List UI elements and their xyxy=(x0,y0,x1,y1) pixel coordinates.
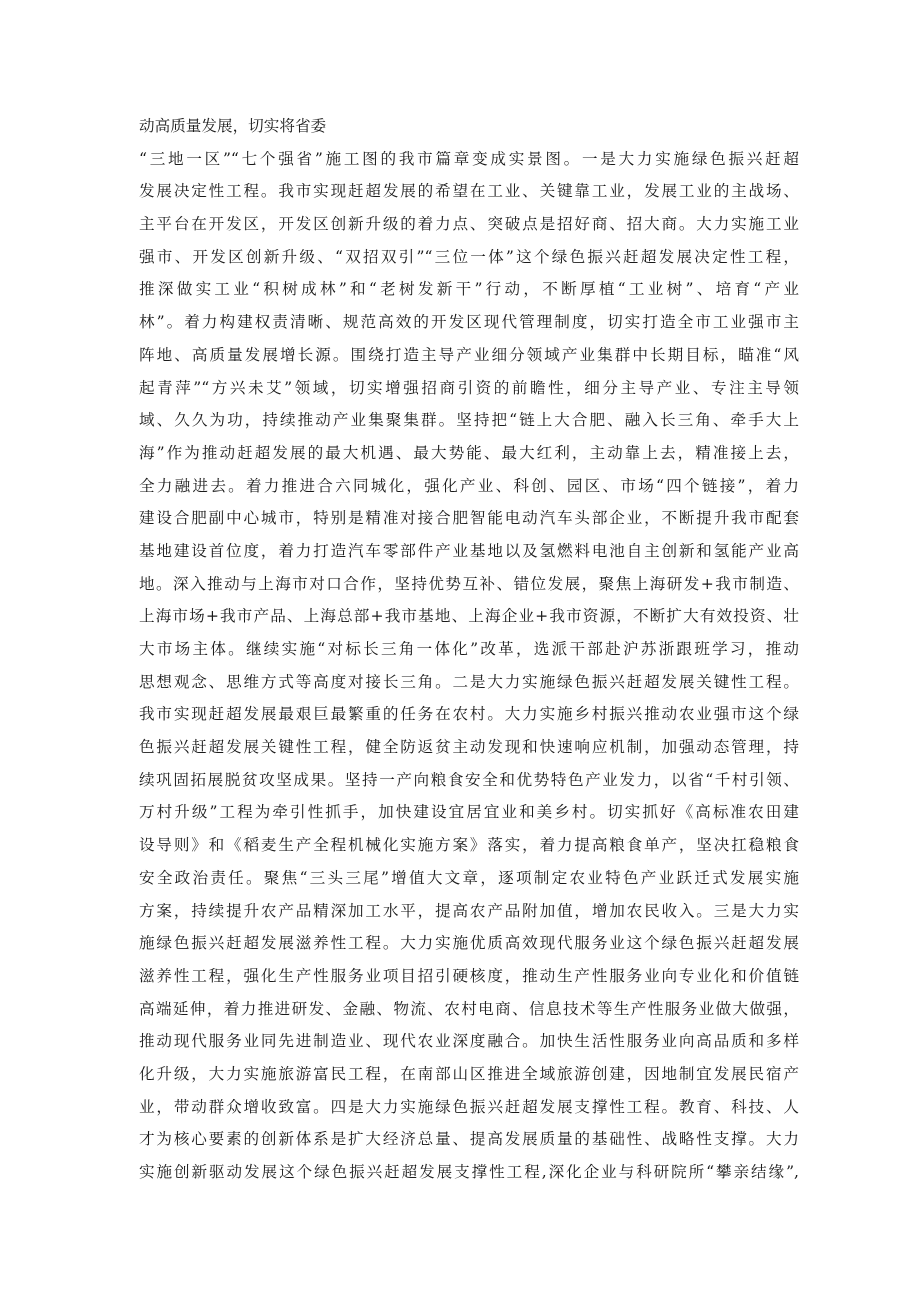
text-line: 起青萍”“方兴未艾”领域，切实增强招商引资的前瞻性，细分主导产业、专注主导领 xyxy=(139,378,799,397)
text-line: 安全政治责任。聚焦“三头三尾”增值大文章，逐项制定农业特色产业跃迁式发展实施 xyxy=(139,868,799,887)
text-line: 海”作为推动赶超发展的最大机遇、最大势能、最大红利，主动靠上去，精准接上去， xyxy=(139,443,799,462)
text-line: 阵地、高质量发展增长源。围绕打造主导产业细分领域产业集群中长期目标，瞄准“风 xyxy=(139,345,799,364)
text-line: 才为核心要素的创新体系是扩大经济总量、提高发展质量的基础性、战略性支撑。大力 xyxy=(139,1130,799,1149)
text-line: 施绿色振兴赶超发展滋养性工程。大力实施优质高效现代服务业这个绿色振兴赶超发展 xyxy=(139,934,799,953)
text-line: 续巩固拓展脱贫攻坚成果。坚持一产向粮食安全和优势特色产业发力，以省“千村引领、 xyxy=(139,770,799,789)
text-line: 滋养性工程，强化生产性服务业项目招引硬核度，推动生产性服务业向专业化和价值链 xyxy=(139,966,799,985)
text-line: 地。深入推动与上海市对口合作，坚持优势互补、错位发展，聚焦上海研发+我市制造、 xyxy=(139,574,799,593)
text-line: 强市、开发区创新升级、“双招双引”“三位一体”这个绿色振兴赶超发展决定性工程， xyxy=(139,247,799,266)
text-line: 万村升级”工程为牵引性抓手，加快建设宜居宜业和美乡村。切实抓好《高标准农田建 xyxy=(139,803,799,822)
text-line: 建设合肥副中心城市，特别是精准对接合肥智能电动汽车头部企业，不断提升我市配套 xyxy=(139,509,799,528)
text-line: 全力融进去。着力推进合六同城化，强化产业、科创、园区、市场“四个链接”，着力 xyxy=(139,476,799,495)
text-line: “三地一区”“七个强省”施工图的我市篇章变成实景图。一是大力实施绿色振兴赶超 xyxy=(139,149,799,168)
text-line: 林”。着力构建权责清晰、规范高效的开发区现代管理制度，切实打造全市工业强市主 xyxy=(139,313,799,332)
text-line: 设导则》和《稻麦生产全程机械化实施方案》落实，着力提高粮食单产，坚决扛稳粮食 xyxy=(139,836,799,855)
text-line: 推深做实工业“积树成林”和“老树发新干”行动，不断厚植“工业树”、培育“产业 xyxy=(139,280,799,299)
text-line: 色振兴赶超发展关键性工程，健全防返贫主动发现和快速响应机制，加强动态管理，持 xyxy=(139,738,799,757)
text-line: 主平台在开发区，开发区创新升级的着力点、突破点是招好商、招大商。大力实施工业 xyxy=(139,215,799,234)
text-line: 思想观念、思维方式等高度对接长三角。二是大力实施绿色振兴赶超发展关键性工程。 xyxy=(139,672,799,691)
text-line: 我市实现赶超发展最艰巨最繁重的任务在农村。大力实施乡村振兴推动农业强市这个绿 xyxy=(139,705,799,724)
text-line: 化升级，大力实施旅游富民工程，在南部山区推进全域旅游创建，因地制宜发展民宿产 xyxy=(139,1064,799,1083)
text-line: 大市场主体。继续实施“对标长三角一体化”改革，选派干部赴沪苏浙跟班学习，推动 xyxy=(139,640,799,658)
text-line: 方案，持续提升农产品精深加工水平，提高农产品附加值，增加农民收入。三是大力实 xyxy=(139,901,799,920)
text-line: 发展决定性工程。我市实现赶超发展的希望在工业、关键靠工业，发展工业的主战场、 xyxy=(139,182,799,201)
text-line: 域、久久为功，持续推动产业集聚集群。坚持把“链上大合肥、融入长三角、牵手大上 xyxy=(139,411,799,430)
text-line: 推动现代服务业同先进制造业、现代农业深度融合。加快生活性服务业向高品质和多样 xyxy=(139,1032,799,1051)
text-line: 上海市场+我市产品、上海总部+我市基地、上海企业+我市资源，不断扩大有效投资、壮 xyxy=(139,607,799,626)
text-line: 基地建设首位度，着力打造汽车零部件产业基地以及氢燃料电池自主创新和氢能产业高 xyxy=(139,541,799,560)
text-line: 实施创新驱动发展这个绿色振兴赶超发展支撑性工程,深化企业与科研院所“攀亲结缘”, xyxy=(139,1163,799,1181)
text-line: 业，带动群众增收致富。四是大力实施绿色振兴赶超发展支撑性工程。教育、科技、人 xyxy=(139,1097,799,1116)
text-line: 动高质量发展，切实将省委 xyxy=(139,117,327,135)
text-line: 高端延伸，着力推进研发、金融、物流、农村电商、信息技术等生产性服务业做大做强， xyxy=(139,999,799,1018)
document-body xyxy=(139,110,799,1189)
